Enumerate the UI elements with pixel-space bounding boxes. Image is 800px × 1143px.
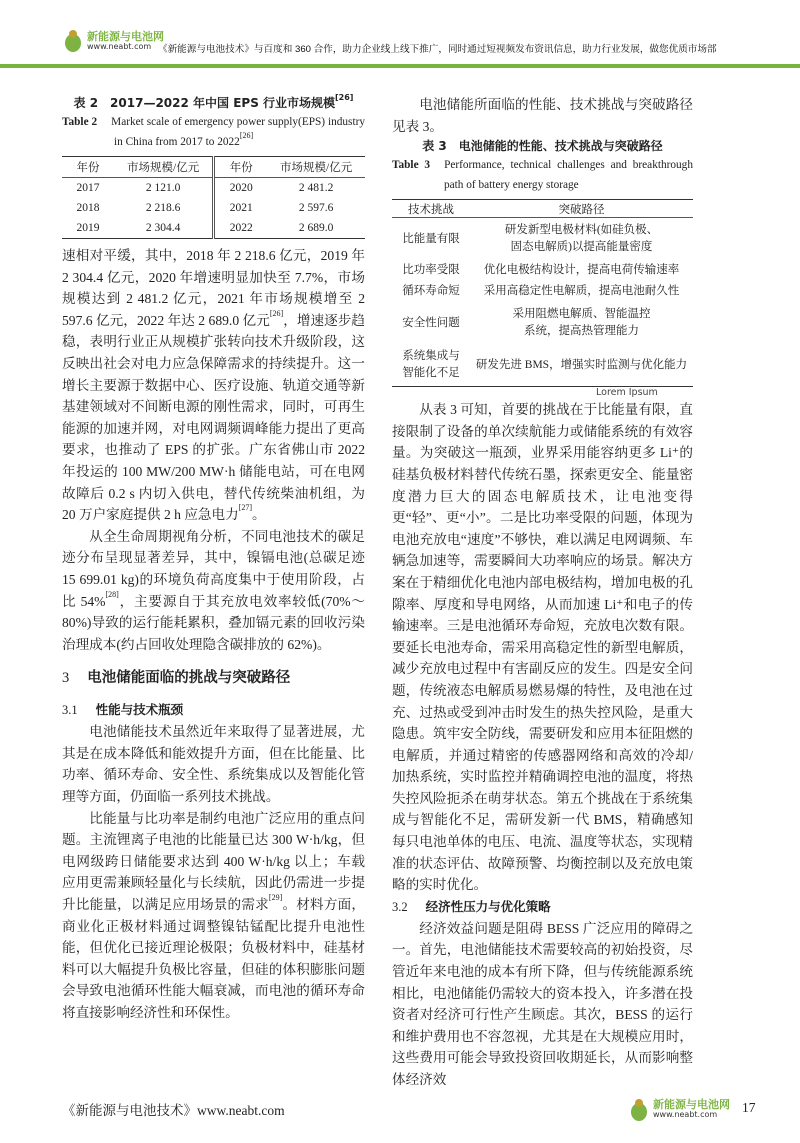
header-divider (0, 64, 800, 68)
footer-journal: 《新能源与电池技术》www.neabt.com (62, 1102, 285, 1118)
table3-header: 突破路径 (470, 200, 693, 218)
table2-header: 年份 (76, 162, 100, 174)
table-row: 2019 2 304.4 2022 2 689.0 (62, 218, 365, 239)
table2-header: 年份 (214, 157, 268, 178)
page-footer (0, 1091, 800, 1143)
table-row: 比功率受限 优化电极结构设计，提高电荷传输速率 (402, 264, 680, 277)
frog-mascot-icon (628, 1097, 650, 1123)
left-paragraph-4: 比能量与比功率是制约电池广泛应用的重点问题。主流锂离子电池的比能量已达 300 W·h/kg，但电网级跨日储能要求达到 400 W·h/kg 以上；车载应用更需兼顾轻量化与长续航，因此仍需进一步提升比能量，以满足应用场景的需求[29]。材料方面，商业化正极材料通过调整镍钴锰配比提升电池性能，但优化已接近理论极限；负极材料中，硅基材料可以大幅提升负极比容量，但硅的体积膨胀问题会导致电池循环性能大幅衰减，而电池的循环寿命将直接影响经济性和环保性。 (62, 810, 366, 1020)
table3-caption-en: Table 3 Performance, technical challenges and breakthrough path of battery energy storage (392, 159, 693, 192)
right-column (392, 94, 693, 1091)
right-paragraph-2: 经济效益问题是阻碍 BESS 广泛应用的障碍之一。首先，电池储能技术需要较高的初始投资，尽管近年来电池的成本有所下降，但与传统能源系统相比，电池储能仍需较大的资本投入，许多潜在投资者对经济可行性产生顾虑。其次，BESS 的运行和维护费用也不容忽视，尤其是在大规模应用时，这些费用可能会导致投资回收期延长，从而影响整体经济效 (392, 920, 693, 1087)
article-body (0, 70, 800, 1091)
table-row: 2018 2 218.6 2021 2 597.6 (62, 198, 365, 218)
table2-caption-en: Table 2 Market scale of emergency power supply(EPS) industry in China from 2017 to 2022[26] (62, 116, 365, 148)
overlay-text: Lorem Ipsum (596, 387, 658, 399)
logo-url: www.neabt.com (87, 41, 152, 51)
left-paragraph-2: 从全生命周期视角分析，不同电池技术的碳足迹分布呈现显著差异，其中，镍镉电池(总碳足迹 15 699.01 kg)的环境负荷高度集中于使用阶段，占比 54%[28]，主要源自于其充放电效率较低(70%～80%)导致的运行能耗累积，叠加镉元素的回收污染治理成本(约占回收处理隐含碳排放的 62%)。 (62, 528, 365, 652)
table2-header: 市场规模/亿元 (127, 162, 200, 174)
table-row: 循环寿命短 采用高稳定性电解质，提高电池耐久性 (402, 285, 680, 298)
right-paragraph-0: 电池储能所面临的性能、技术挑战与突破路径见表 3。 (392, 97, 693, 134)
header-banner-text: 《新能源与电池技术》与百度和 360 合作，助力企业线上线下推广，同时通过短视频发布资讯信息，助力行业发展，做您优质市场部 (158, 44, 717, 55)
table-row: 安全性问题 采用阻燃电解质、智能温控系统，提高热管理能力 (402, 308, 651, 338)
page-number: 17 (742, 1099, 756, 1115)
table-row: 2017 2 121.0 2020 2 481.2 (62, 178, 365, 199)
left-column (62, 94, 365, 1024)
left-paragraph-1: 速相对平缓，其中，2018 年 2 218.6 亿元，2019 年 2 304.4 亿元，2020 年增速明显加快至 7.7%，市场规模达到 2 481.2 亿元，2021 年市场规模增至 2 597.6 亿元，2022 年达 2 689.0 亿元[26]，增速逐步趋稳，表明行业正从规模扩张转向技术升级阶段，这反映出社会对电力应急保障需求的持续提升。这一增长主要源于数据中心、医疗设施、轨道交通等新基建领域对不间断电源的刚性需求，同时，可再生能源的加速并网，对电网调频调峰能力提出了更高要求，也推动了 EPS 的扩张。广东省佛山市 2022 年投运的 100 MW/200 MW·h 储能电站，可在电网故障后 0.2 s 内切入供电，替代传统柴油机组，为 20 万户家庭提供 2 h 应急电力[27]。 (62, 248, 365, 523)
header-logo[interactable] (62, 28, 164, 54)
table2-caption-cn: 表 2 2017—2022 年中国 EPS 行业市场规模[26] (73, 93, 354, 110)
left-paragraph-3: 电池储能技术虽然近年来取得了显著进展，尤其是在成本降低和能效提升方面，但在比能量、比功率、循环寿命、安全性、系统集成以及智能化管理等方面，仍面临一系列技术挑战。 (62, 724, 365, 805)
right-paragraph-1: 从表 3 可知，首要的挑战在于比能量有限，直接限制了设备的单次续航能力或储能系统的有效容量。为突破这一瓶颈，业界采用能容纳更多 Li⁺的硅基负极材料替代传统石墨，探索更安全、能量密度潜力巨大的固态电解质技术，让电池变得更“轻”、更“小”。二是比功率受限的问题，体现为电池充放电“速度”不够快，难以满足电网调频、车辆急加速等，需要瞬间大功率响应的场景。解决方案在于精细优化电池内部电极结构，增加电极的孔隙率、厚度和导电网络，从而加速 Li⁺和电子的传输速率。三是电池循环寿命短，充放电次数有限。要延长电池寿命，需采用高稳定性的新型电解质，减少充放电过程中有害副反应的发生。四是安全问题，传统液态电解质易燃易爆的特性，及电池在过充、过热或受到冲击时发生的热失控风险，是重大隐患。筑牢安全防线，需要研发和应用本征阻燃的电解质，并通过精密的传感器网络和高效的冷却/加热系统，实时监控并精确调控电池的温度，将热失控风险扼杀在萌芽状态。第五个挑战在于系统集成与智能化不足，需研发新一代 BMS，精确感知每只电池单体的电压、电流、温度等状态，实现精准的状态评估、故障预警、均衡控制以及充放电策略的实时优化。 (392, 402, 693, 893)
section-3-2-heading: 3.2 经济性压力与优化策略 (392, 898, 551, 914)
table2-header: 市场规模/亿元 (280, 162, 353, 174)
footer-logo[interactable] (628, 1097, 730, 1123)
table2 (62, 156, 365, 239)
section-3-1-heading: 3.1 性能与技术瓶颈 (62, 702, 184, 718)
frog-mascot-icon (62, 28, 84, 54)
section-3-heading: 3 电池储能面临的挑战与突破路径 (62, 670, 291, 687)
table-row: 系统集成与智能化不足 研发先进 BMS，增强实时监测与优化能力 (402, 350, 688, 380)
page-header (0, 0, 800, 70)
table3 (392, 199, 693, 387)
table3-caption-cn: 表 3 电池储能的性能、技术挑战与突破路径 (422, 139, 663, 154)
logo-name: 新能源与电池网 (653, 1098, 730, 1112)
logo-url: www.neabt.com (653, 1110, 718, 1120)
logo-name: 新能源与电池网 (87, 29, 164, 43)
table-row: 比能量有限 研发新型电极材料(如硅负极、固态电解质)以提高能量密度 (402, 224, 659, 254)
table3-header: 技术挑战 (392, 200, 470, 218)
